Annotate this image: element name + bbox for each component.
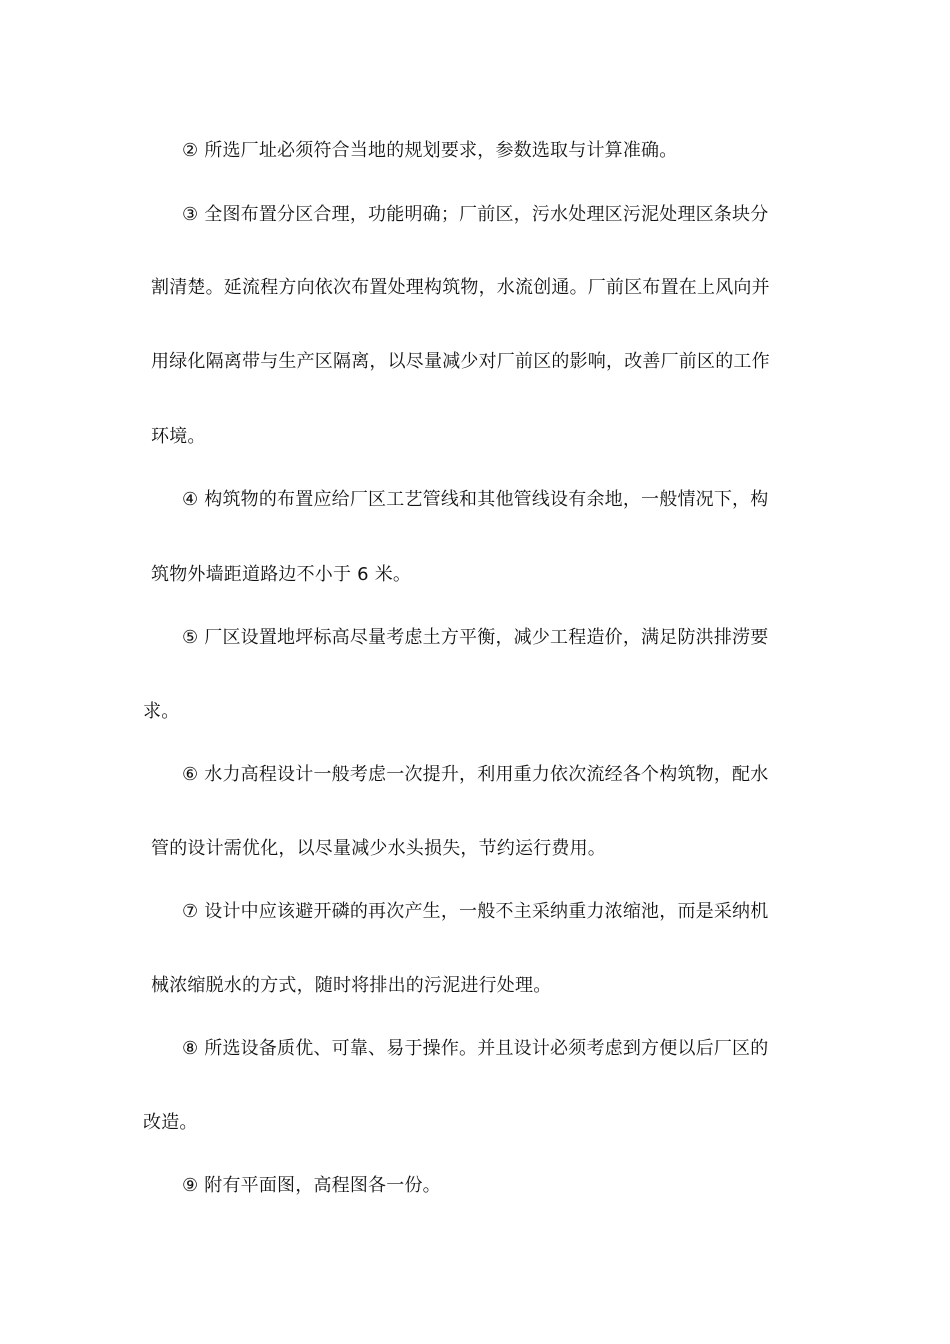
paragraph-line: 割清楚。延流程方向依次布置处理构筑物，水流创通。厂前区布置在上风向并 [151, 277, 770, 298]
paragraph-line: 改造。 [143, 1112, 198, 1133]
paragraph-line: ③ 全图布置分区合理，功能明确；厂前区，污水处理区污泥处理区条块分 [182, 204, 769, 225]
paragraph-line: ② 所选厂址必须符合当地的规划要求，参数选取与计算准确。 [182, 140, 678, 161]
paragraph-line: 筑物外墙距道路边不小于 6 米。 [151, 564, 412, 585]
paragraph-line: ⑤ 厂区设置地坪标高尽量考虑土方平衡，减少工程造价，满足防洪排涝要 [182, 627, 769, 648]
paragraph-line: ⑥ 水力高程设计一般考虑一次提升，利用重力依次流经各个构筑物，配水 [182, 764, 769, 785]
paragraph-line: 环境。 [151, 426, 206, 447]
paragraph-line: 用绿化隔离带与生产区隔离，以尽量减少对厂前区的影响，改善厂前区的工作 [151, 351, 770, 372]
paragraph-line: 求。 [143, 701, 180, 722]
paragraph-line: ④ 构筑物的布置应给厂区工艺管线和其他管线设有余地，一般情况下，构 [182, 489, 769, 510]
paragraph-line: 械浓缩脱水的方式，随时将排出的污泥进行处理。 [151, 975, 552, 996]
paragraph-line: ⑧ 所选设备质优、可靠、易于操作。并且设计必须考虑到方便以后厂区的 [182, 1038, 769, 1059]
paragraph-line: 管的设计需优化，以尽量减少水头损失，节约运行费用。 [151, 838, 606, 859]
paragraph-line: ⑦ 设计中应该避开磷的再次产生，一般不主采纳重力浓缩池，而是采纳机 [182, 901, 769, 922]
paragraph-line: ⑨ 附有平面图，高程图各一份。 [182, 1175, 441, 1196]
